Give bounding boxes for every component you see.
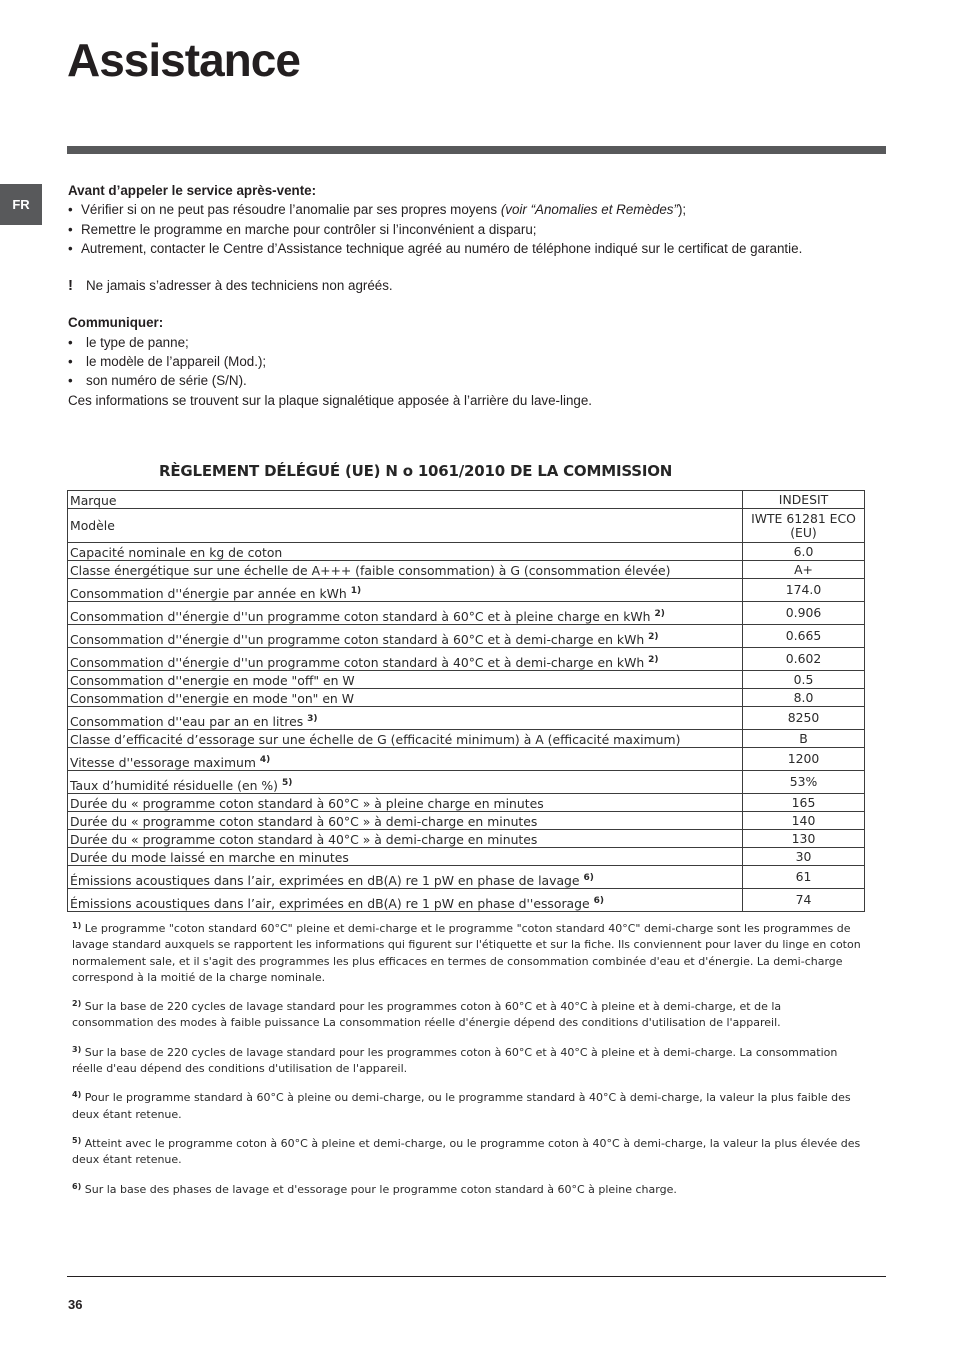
table-row: [68, 543, 865, 561]
footnote: [72, 1136, 862, 1169]
row-label: Durée du mode laissé en marche en minutes: [68, 848, 743, 866]
assistance-instructions: [68, 181, 888, 410]
footnote: [72, 921, 862, 986]
row-value: 0.906: [743, 602, 865, 625]
row-value: 0.665: [743, 625, 865, 648]
table-row: [68, 771, 865, 794]
table-row: [68, 509, 865, 543]
table-row: [68, 866, 865, 889]
list-item-label: Vérifier si on ne peut pas résoudre l’anomalie par ses propres moyens: [81, 202, 498, 218]
row-value: B: [743, 730, 865, 748]
row-value: INDESIT: [743, 491, 865, 509]
page-number: 36: [68, 1297, 83, 1312]
list-item: [68, 352, 888, 371]
language-tab: FR: [0, 184, 42, 225]
communicate-heading: Communiquer:: [68, 315, 164, 331]
row-label: Émissions acoustiques dans l’air, exprimées en dB(A) re 1 pW en phase de lavage $^{6)}$: [68, 866, 743, 889]
warning-note: [68, 276, 888, 295]
footnote-text: Sur la base des phases de lavage et d'essorage pour le programme coton standard à 60°C à pleine charge.: [84, 1182, 677, 1196]
list-item-label: Autrement, contacter le Centre d’Assistance technique agréé au numéro de téléphone indiqué sur le certificat de garantie.: [81, 240, 803, 256]
row-value: A+: [743, 561, 865, 579]
footnote-ref: 5): [281, 778, 293, 788]
see-reference-suffix: );: [677, 202, 687, 218]
table-row: [68, 625, 865, 648]
table-row: [68, 794, 865, 812]
row-label: Durée du « programme coton standard à 60°C » à demi-charge en minutes: [68, 812, 743, 830]
rating-plate-note: Ces informations se trouvent sur la plaque signalétique apposée à l’arrière du lave-linge.: [68, 392, 593, 408]
footnote-text: Atteint avec le programme coton à 60°C à pleine et demi-charge, ou le programme coton à 40°C à demi-charge, la valeur la plus élevée des deux étant retenue.: [72, 1136, 861, 1167]
row-value: 0.602: [743, 648, 865, 671]
footnote: [72, 1182, 862, 1198]
footnote-ref: 3): [307, 714, 318, 724]
row-value: 8250: [743, 707, 865, 730]
table-row: [68, 671, 865, 689]
row-label: Classe d’efficacité d’essorage sur une échelle de G (efficacité minimum) à A (efficacité maximum): [68, 730, 743, 748]
footer-divider: [67, 1276, 886, 1277]
footnote-mark: 5): [72, 1135, 82, 1145]
bullet: •: [68, 202, 73, 218]
footnote-mark: 2): [72, 999, 82, 1009]
table-row: [68, 602, 865, 625]
row-value: 61: [743, 866, 865, 889]
row-label: Consommation d''energie en mode "on" en W: [68, 689, 743, 707]
before-calling-heading: Avant d’appeler le service après-vente:: [68, 183, 317, 198]
list-item-text: [81, 200, 686, 219]
footnote-ref: 6): [593, 896, 604, 906]
row-value: 140: [743, 812, 865, 830]
list-item: [68, 239, 888, 258]
row-label: Consommation d''énergie d''un programme coton standard à 60°C et à pleine charge en kWh $^{2)}$: [68, 602, 743, 625]
row-label: Capacité nominale en kg de coton: [68, 543, 743, 561]
table-row: [68, 689, 865, 707]
regulation-title: RÈGLEMENT DÉLÉGUÉ (UE) N o 1061/2010 DE LA COMMISSION: [159, 462, 673, 480]
bullet: •: [68, 354, 73, 370]
row-value: 6.0: [743, 543, 865, 561]
table-row: [68, 812, 865, 830]
table-row: [68, 561, 865, 579]
footnote-mark: 6): [72, 1181, 82, 1191]
footnote-ref: 6): [583, 873, 594, 883]
footnote-text: Le programme "coton standard 60°C" pleine et demi-charge et le programme "coton standard 40°C" demi-charge sont les programmes de lavage standard auxquels se rapportent les informations qui figurent sur l'étiquette et sur la fiche. Ils conviennent pour laver du linge en coton normalement sale, et il s'agit des programmes les plus efficaces en termes de consommation combinée d'eau et d'énergie. La demi-charge correspond à la moitié de la charge nominale.: [72, 922, 861, 984]
list-item-label: le type de panne;: [86, 334, 189, 350]
table-row: [68, 491, 865, 509]
table-row: [68, 748, 865, 771]
footnote-ref: 1): [350, 586, 362, 596]
footnote-ref: 4): [259, 755, 271, 765]
list-item: [68, 371, 888, 390]
footnote-mark: 4): [72, 1090, 82, 1100]
row-value: 8.0: [743, 689, 865, 707]
footnote: [72, 999, 862, 1032]
list-item-label: son numéro de série (S/N).: [86, 373, 247, 389]
table-row: [68, 889, 865, 912]
see-reference-link: “Anomalies et Remèdes”: [530, 202, 678, 218]
row-value: 0.5: [743, 671, 865, 689]
row-value: 53%: [743, 771, 865, 794]
row-label: Durée du « programme coton standard à 60°C » à pleine charge en minutes: [68, 794, 743, 812]
row-label: Consommation d''énergie par année en kWh $^{1)}$: [68, 579, 743, 602]
bullet: •: [68, 334, 73, 350]
list-item: [68, 220, 888, 239]
table-row: [68, 830, 865, 848]
footnote-ref: 2): [648, 632, 659, 642]
list-item-label: Remettre le programme en marche pour contrôler si l’inconvénient a disparu;: [81, 221, 537, 237]
row-value: 174.0: [743, 579, 865, 602]
footnote-mark: 1): [72, 921, 82, 930]
footnote-mark: 3): [72, 1044, 82, 1054]
list-item-label: le modèle de l’appareil (Mod.);: [86, 354, 267, 370]
footnote: [72, 1045, 862, 1078]
row-label: Durée du « programme coton standard à 40°C » à demi-charge en minutes: [68, 830, 743, 848]
see-reference-prefix: (voir: [500, 202, 531, 218]
footnotes: [72, 921, 862, 1211]
table-row: [68, 707, 865, 730]
footnote-text: Pour le programme standard à 60°C à pleine ou demi-charge, ou le programme standard à 40°C à demi-charge, la valeur la plus faible des deux étant retenue.: [72, 1091, 851, 1121]
row-value: 165: [743, 794, 865, 812]
row-label: Consommation d''énergie d''un programme coton standard à 60°C et à demi-charge en kWh $^{2)}$: [68, 625, 743, 648]
row-value: 30: [743, 848, 865, 866]
list-item: [68, 200, 888, 219]
row-value: 1200: [743, 748, 865, 771]
row-label: Émissions acoustiques dans l’air, exprimées en dB(A) re 1 pW en phase d''essorage $^{6)}$: [68, 889, 743, 912]
row-value: IWTE 61281 ECO (EU): [743, 509, 865, 543]
bullet: •: [68, 373, 73, 389]
bullet: •: [68, 240, 73, 256]
list-item: [68, 333, 888, 352]
row-label: Modèle: [68, 509, 743, 543]
row-label: Consommation d''eau par an en litres $^{3)}$: [68, 707, 743, 730]
table-row: [68, 848, 865, 866]
row-label: Vitesse d''essorage maximum $^{4)}$: [68, 748, 743, 771]
footnote-ref: 2): [654, 609, 665, 619]
row-label: Consommation d''énergie d''un programme coton standard à 40°C et à demi-charge en kWh $^{2)}$: [68, 648, 743, 671]
row-value: 74: [743, 889, 865, 912]
row-value: 130: [743, 830, 865, 848]
table-row: [68, 730, 865, 748]
table-row: [68, 648, 865, 671]
warning-icon: !: [68, 277, 73, 295]
table-row: [68, 579, 865, 602]
footnote-ref: 2): [648, 655, 659, 665]
bullet: •: [68, 221, 73, 237]
footnote-text: Sur la base de 220 cycles de lavage standard pour les programmes coton à 60°C et à 40°C à pleine et à demi-charge. La consommation réelle d'eau dépend des conditions d'utilisation de l'appareil.: [72, 1045, 838, 1076]
warning-text: Ne jamais s’adresser à des techniciens non agréés.: [86, 278, 393, 294]
row-label: Classe énergétique sur une échelle de A+++ (faible consommation) à G (consommation élevée): [68, 561, 743, 579]
product-fiche-table: [67, 490, 865, 912]
page-title: Assistance: [67, 34, 300, 86]
row-label: Marque: [68, 491, 743, 509]
footnote: [72, 1090, 862, 1123]
footnote-text: Sur la base de 220 cycles de lavage standard pour les programmes coton à 60°C et à 40°C à pleine et à demi-charge, et de la consommation des modes à faible puissance La consommation réelle d'énergie dépend des conditions d'utilisation de l'appareil.: [72, 1000, 782, 1030]
title-divider: [67, 146, 886, 154]
row-label: Taux d’humidité résiduelle (en %) $^{5)}$: [68, 771, 743, 794]
row-label: Consommation d''energie en mode "off" en W: [68, 671, 743, 689]
